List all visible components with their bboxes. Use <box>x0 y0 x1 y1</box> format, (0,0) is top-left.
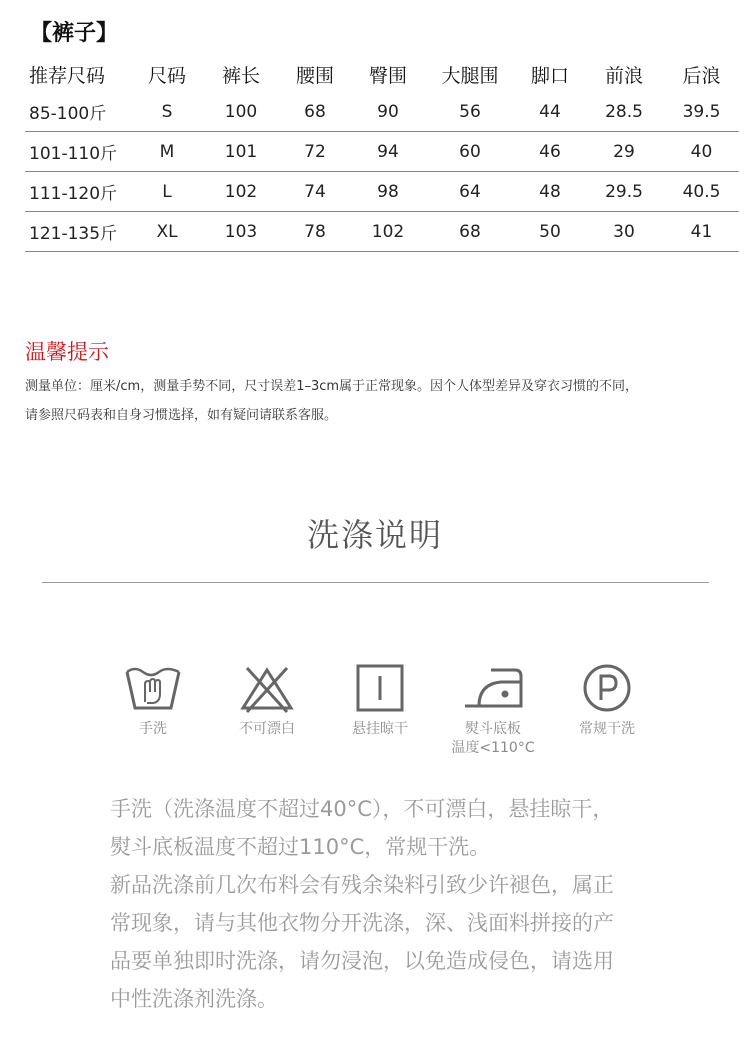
table-cell: 78 <box>278 212 352 252</box>
header-recommended-size: 推荐尺码 <box>29 64 106 87</box>
table-cell: 60 <box>424 132 516 172</box>
header-thigh: 大腿围 <box>441 64 499 87</box>
table-cell: 101-110斤 <box>25 132 130 172</box>
table-cell: 48 <box>516 172 584 212</box>
size-table <box>25 56 739 252</box>
table-row <box>25 132 739 172</box>
header-front-rise: 前浪 <box>604 64 643 87</box>
table-cell: 74 <box>278 172 352 212</box>
table-cell: 64 <box>424 172 516 212</box>
washing-line: 新品洗涤前几次布料会有残余染料引致少许褪色，属正 <box>110 873 614 897</box>
table-cell: 121-135斤 <box>25 212 130 252</box>
table-cell: 41 <box>664 212 739 252</box>
dry-clean-icon <box>577 662 637 714</box>
table-cell: 103 <box>204 212 278 252</box>
table-cell: 40.5 <box>664 172 739 212</box>
care-label-line2: 温度<110°C <box>451 740 535 756</box>
header-back-rise: 后浪 <box>682 64 721 87</box>
table-cell: 94 <box>352 132 424 172</box>
care-label: 常规干洗 <box>579 721 635 737</box>
care-label: 不可漂白 <box>239 721 295 737</box>
table-cell: 30 <box>584 212 664 252</box>
pants-section-title: 【裤子】 <box>30 21 119 46</box>
table-row <box>25 172 739 212</box>
iron-icon <box>461 662 525 714</box>
washing-title: 洗涤说明 <box>306 516 443 554</box>
table-cell: 39.5 <box>664 92 739 132</box>
care-label-line1: 熨斗底板 <box>465 721 521 737</box>
care-icons-row <box>95 662 665 772</box>
table-cell: 40 <box>664 132 739 172</box>
tips-title: 温馨提示 <box>25 340 109 364</box>
table-cell: 111-120斤 <box>25 172 130 212</box>
table-row <box>25 212 739 252</box>
hang-dry-icon <box>350 662 410 714</box>
table-cell: 72 <box>278 132 352 172</box>
care-label: 悬挂晾干 <box>352 721 408 737</box>
washing-line: 常现象，请与其他衣物分开洗涤，深、浅面料拼接的产 <box>110 911 614 935</box>
table-cell: XL <box>130 212 204 252</box>
table-cell: L <box>130 172 204 212</box>
table-cell: 101 <box>204 132 278 172</box>
table-cell: 85-100斤 <box>25 92 130 132</box>
washing-line: 中性洗涤剂洗涤。 <box>110 987 278 1011</box>
care-label <box>435 720 551 758</box>
table-cell: S <box>130 92 204 132</box>
care-item-iron <box>435 662 551 758</box>
hand-wash-icon <box>123 662 183 714</box>
care-item-no-bleach <box>209 662 325 739</box>
washing-line: 手洗（洗涤温度不超过40°C），不可漂白，悬挂晾干， <box>110 797 614 821</box>
care-item-hand-wash <box>95 662 211 739</box>
table-cell: 68 <box>278 92 352 132</box>
table-cell: 28.5 <box>584 92 664 132</box>
table-cell: 68 <box>424 212 516 252</box>
tips-line-2: 请参照尺码表和自身习惯选择，如有疑问请联系客服。 <box>25 408 338 423</box>
table-cell: 100 <box>204 92 278 132</box>
washing-line: 熨斗底板温度不超过110°C，常规干洗。 <box>110 835 491 859</box>
table-row <box>25 92 739 132</box>
table-cell: 90 <box>352 92 424 132</box>
care-label: 手洗 <box>139 721 167 737</box>
table-cell: 29 <box>584 132 664 172</box>
no-bleach-icon <box>237 662 297 714</box>
table-cell: 44 <box>516 92 584 132</box>
header-waist: 腰围 <box>295 64 334 87</box>
care-item-dry-clean <box>549 662 665 739</box>
tips-line-1: 测量单位：厘米/cm，测量手势不同，尺寸误差1–3cm属于正常现象。因个人体型差异及穿衣习惯的不同， <box>25 379 639 394</box>
size-table-header-row <box>25 56 739 92</box>
table-cell: 56 <box>424 92 516 132</box>
header-length: 裤长 <box>221 64 260 87</box>
table-cell: 98 <box>352 172 424 212</box>
table-cell: M <box>130 132 204 172</box>
table-cell: 29.5 <box>584 172 664 212</box>
table-cell: 102 <box>204 172 278 212</box>
care-item-hang-dry <box>322 662 438 739</box>
divider <box>42 582 709 583</box>
table-cell: 102 <box>352 212 424 252</box>
header-size: 尺码 <box>147 64 186 87</box>
header-hem: 脚口 <box>530 64 569 87</box>
table-cell: 50 <box>516 212 584 252</box>
table-cell: 46 <box>516 132 584 172</box>
header-hip: 臀围 <box>368 64 407 87</box>
washing-line: 品要单独即时洗涤，请勿浸泡，以免造成侵色，请选用 <box>110 949 614 973</box>
washing-description <box>110 790 670 1018</box>
tips-text <box>25 372 735 430</box>
